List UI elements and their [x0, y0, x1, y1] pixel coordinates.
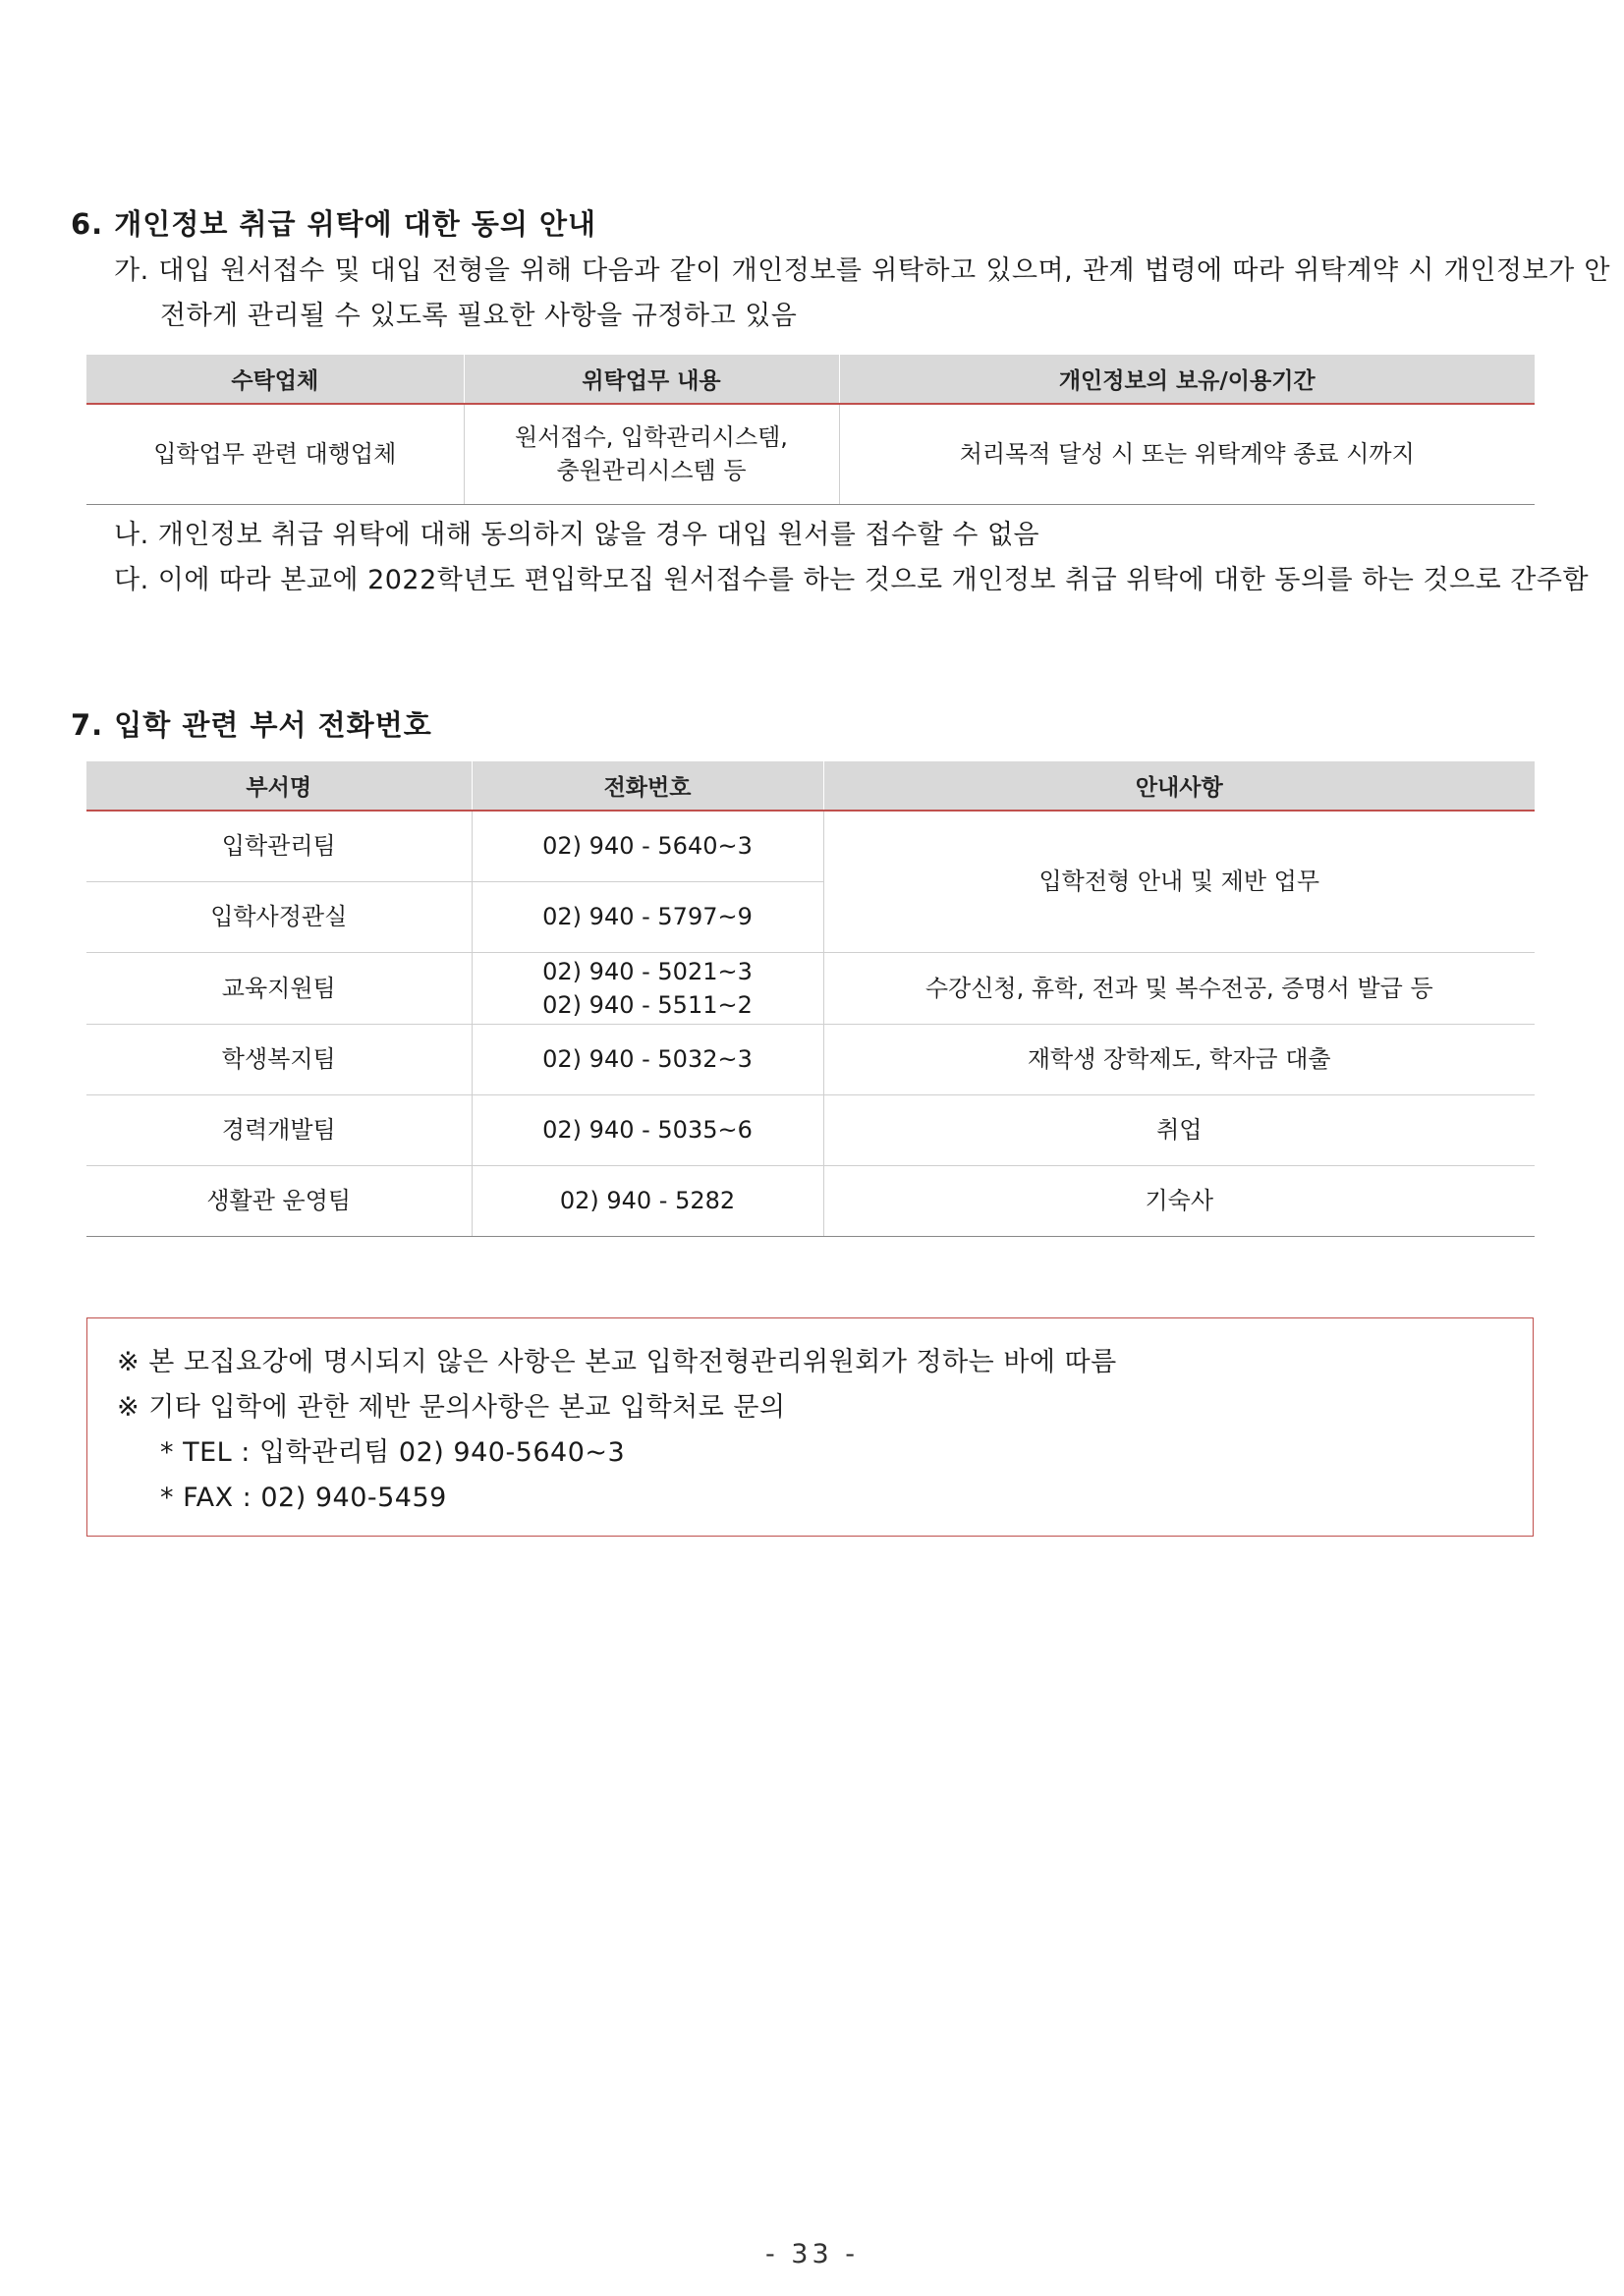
phone-cell: 02) 940 - 5797~9: [472, 881, 823, 952]
task-line-2: 충원관리시스템 등: [556, 457, 747, 485]
table-header-row: [86, 761, 1535, 811]
header-task: 위탁업무 내용: [464, 355, 839, 404]
table-row: [86, 1165, 1535, 1236]
header-note: 안내사항: [823, 761, 1535, 811]
table-row: [86, 1094, 1535, 1165]
paragraph-da: 다. 이에 따라 본교에 2022학년도 편입학모집 원서접수를 하는 것으로 개인정보 취급 위탁에 대한 동의를 하는 것으로 간주함: [114, 565, 1590, 595]
table-row: [86, 404, 1535, 504]
note-cell: 재학생 장학제도, 학자금 대출: [823, 1024, 1535, 1094]
phone-cell: 02) 940 - 5035~6: [472, 1094, 823, 1165]
department-cell: 생활관 운영팀: [86, 1165, 472, 1236]
paragraph-ga: 가. 대입 원서접수 및 대입 전형을 위해 다음과 같이 개인정보를 위탁하고 있으며, 관계 법령에 따라 위탁계약 시 개인정보가 안전하게 관리될 수 있도록 필요한 사항을 규정하고 있음: [114, 255, 1610, 331]
section-6-title: 6. 개인정보 취급 위탁에 대한 동의 안내: [71, 207, 596, 241]
notice-line-1: ※ 본 모집요강에 명시되지 않은 사항은 본교 입학전형관리위원회가 정하는 바에 따름: [117, 1347, 1117, 1377]
header-period: 개인정보의 보유/이용기간: [839, 355, 1535, 404]
table-row: [86, 1024, 1535, 1094]
department-cell: 입학관리팀: [86, 811, 472, 881]
paragraph-na: 나. 개인정보 취급 위탁에 대해 동의하지 않을 경우 대입 원서를 접수할 수 없음: [114, 520, 1040, 550]
task-line-1: 원서접수, 입학관리시스템,: [515, 423, 788, 452]
company-cell: 입학업무 관련 대행업체: [86, 404, 464, 504]
department-cell: 입학사정관실: [86, 881, 472, 952]
note-cell: 수강신청, 휴학, 전과 및 복수전공, 증명서 발급 등: [823, 952, 1535, 1024]
notice-fax: * FAX : 02) 940-5459: [160, 1483, 447, 1513]
phone-line-1: 02) 940 - 5021~3: [542, 957, 753, 985]
header-phone: 전화번호: [472, 761, 823, 811]
table-header-row: [86, 355, 1535, 404]
department-cell: 경력개발팀: [86, 1094, 472, 1165]
header-company: 수탁업체: [86, 355, 464, 404]
department-phone-table: [86, 761, 1535, 1237]
phone-cell: 02) 940 - 5282: [472, 1165, 823, 1236]
header-department: 부서명: [86, 761, 472, 811]
notice-line-2: ※ 기타 입학에 관한 제반 문의사항은 본교 입학처로 문의: [117, 1392, 786, 1423]
department-cell: 교육지원팀: [86, 952, 472, 1024]
phone-line-2: 02) 940 - 5511~2: [542, 990, 753, 1019]
notice-box: [86, 1317, 1534, 1537]
phone-cell: 02) 940 - 5640~3: [472, 811, 823, 881]
note-cell: 취업: [823, 1094, 1535, 1165]
page-number: - 33 -: [764, 2239, 859, 2269]
merged-note-cell: 입학전형 안내 및 제반 업무: [823, 811, 1535, 952]
section-7-title: 7. 입학 관련 부서 전화번호: [71, 708, 432, 742]
period-cell: 처리목적 달성 시 또는 위탁계약 종료 시까지: [839, 404, 1535, 504]
phone-cell: [472, 952, 823, 1024]
department-cell: 학생복지팀: [86, 1024, 472, 1094]
task-cell: [464, 404, 839, 504]
note-cell: 기숙사: [823, 1165, 1535, 1236]
table-row: [86, 952, 1535, 1024]
phone-cell: 02) 940 - 5032~3: [472, 1024, 823, 1094]
table-row: [86, 811, 1535, 881]
consignment-table: [86, 355, 1535, 505]
notice-tel: * TEL : 입학관리팀 02) 940-5640~3: [160, 1437, 626, 1468]
